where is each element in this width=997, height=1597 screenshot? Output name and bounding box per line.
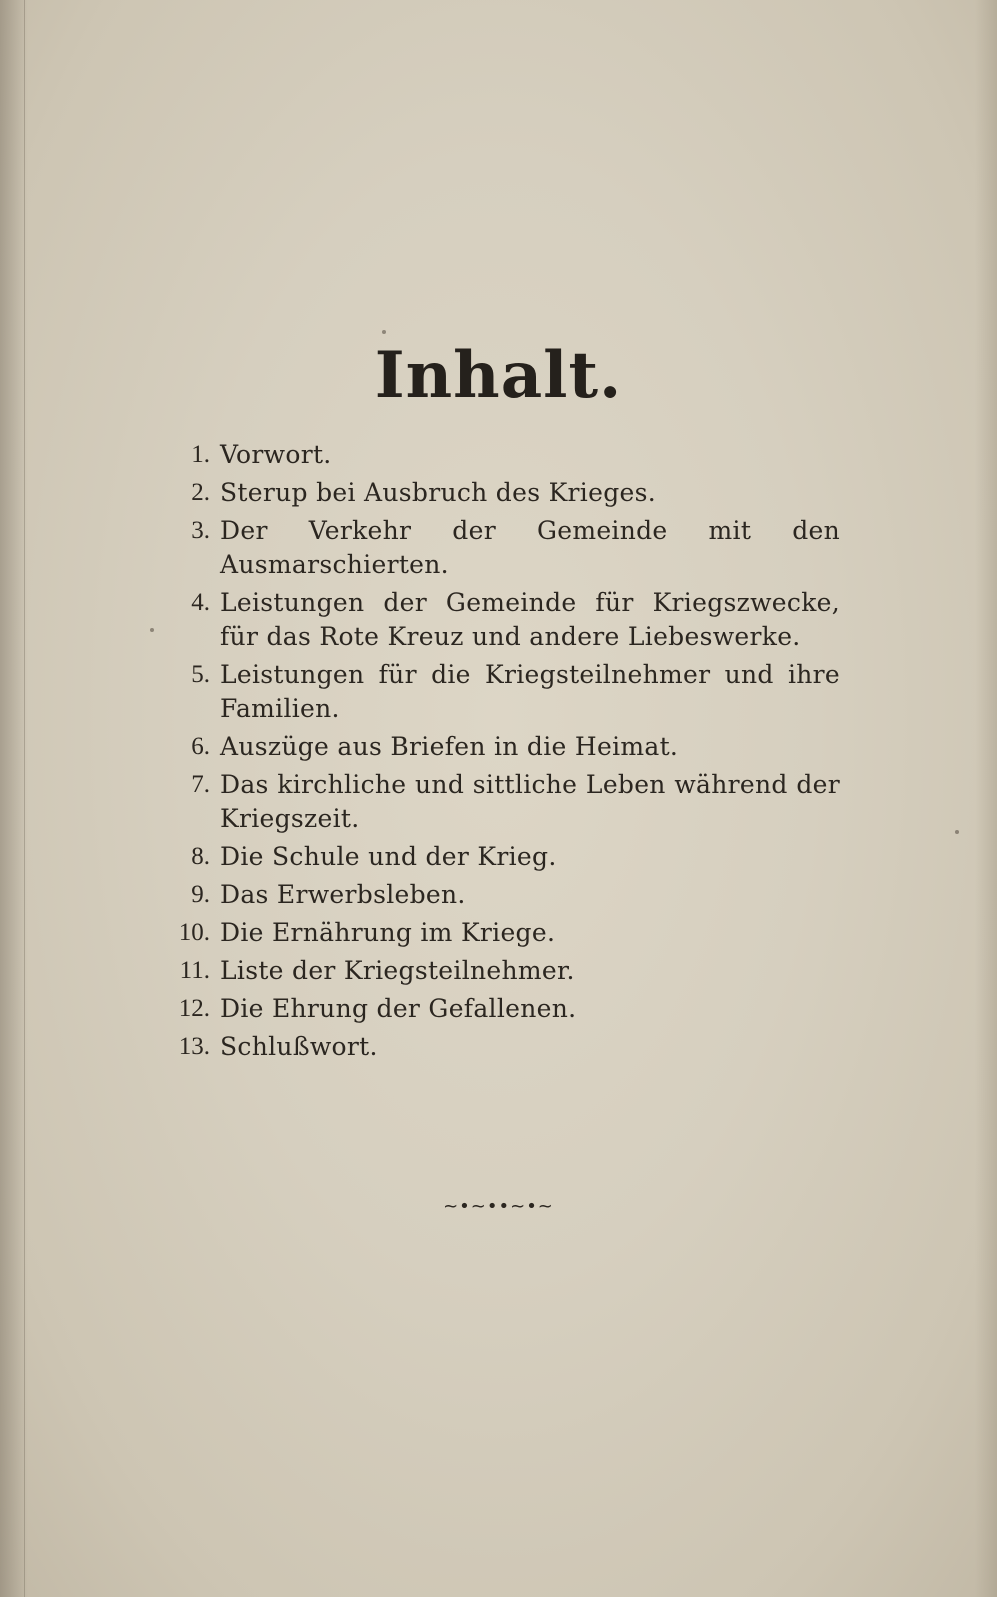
toc-entry-title: Leistungen für die Kriegsteilnehmer und ihre Familien. xyxy=(220,660,840,723)
toc-entry-title: Liste der Kriegsteilnehmer. xyxy=(220,956,575,985)
toc-entry-number: 7. xyxy=(191,771,210,798)
toc-entry xyxy=(140,438,840,472)
ink-speck xyxy=(955,830,959,834)
toc-entry-title: Der Verkehr der Gemeinde mit den Ausmarschierten. xyxy=(220,516,840,579)
toc-entry-number: 10. xyxy=(178,919,210,946)
toc-entry xyxy=(140,992,840,1026)
toc-entry xyxy=(140,476,840,510)
page-fold-line xyxy=(24,0,25,1597)
toc-entry-number: 12. xyxy=(178,995,210,1022)
toc-entry-number: 4. xyxy=(191,589,210,616)
toc-entry-title: Die Ehrung der Gefallenen. xyxy=(220,994,577,1023)
toc-entry-number: 11. xyxy=(179,957,210,984)
toc-entry-title: Vorwort. xyxy=(220,440,332,469)
toc-entry-number: 6. xyxy=(191,733,210,760)
toc-entry-title: Die Ernährung im Kriege. xyxy=(220,918,556,947)
toc-entry-title: Das Erwerbsleben. xyxy=(220,880,466,909)
toc-entry-title: Sterup bei Ausbruch des Krieges. xyxy=(220,478,656,507)
toc-entry xyxy=(140,954,840,988)
toc-entry xyxy=(140,586,840,654)
toc-entry xyxy=(140,1030,840,1064)
toc-entry-number: 3. xyxy=(191,517,210,544)
toc-entry-number: 5. xyxy=(191,661,210,688)
end-ornament: ~•~••~•~ xyxy=(443,1196,554,1217)
toc-entry-number: 13. xyxy=(178,1033,210,1060)
toc-entry xyxy=(140,916,840,950)
toc-entry xyxy=(140,514,840,582)
toc-entry-title: Leistungen der Gemeinde für Kriegszwecke, für das Rote Kreuz und andere Liebeswerke. xyxy=(220,588,840,651)
toc-entry-number: 1. xyxy=(191,441,210,468)
toc-entry-number: 2. xyxy=(191,479,210,506)
toc-entry xyxy=(140,730,840,764)
toc-entry-number: 8. xyxy=(191,843,210,870)
page-title: Inhalt. xyxy=(374,338,623,413)
toc-entry xyxy=(140,768,840,836)
toc-entry xyxy=(140,658,840,726)
toc-entry-title: Schlußwort. xyxy=(220,1032,378,1061)
toc-entry xyxy=(140,840,840,874)
ink-speck xyxy=(382,330,386,334)
toc-entry-title: Die Schule und der Krieg. xyxy=(220,842,557,871)
toc-entry-title: Auszüge aus Briefen in die Heimat. xyxy=(220,732,679,761)
toc-entry-number: 9. xyxy=(191,881,210,908)
ink-speck xyxy=(150,628,154,632)
table-of-contents xyxy=(140,438,840,1068)
toc-entry-title: Das kirchliche und sittliche Leben während der Kriegszeit. xyxy=(220,770,840,833)
toc-entry xyxy=(140,878,840,912)
